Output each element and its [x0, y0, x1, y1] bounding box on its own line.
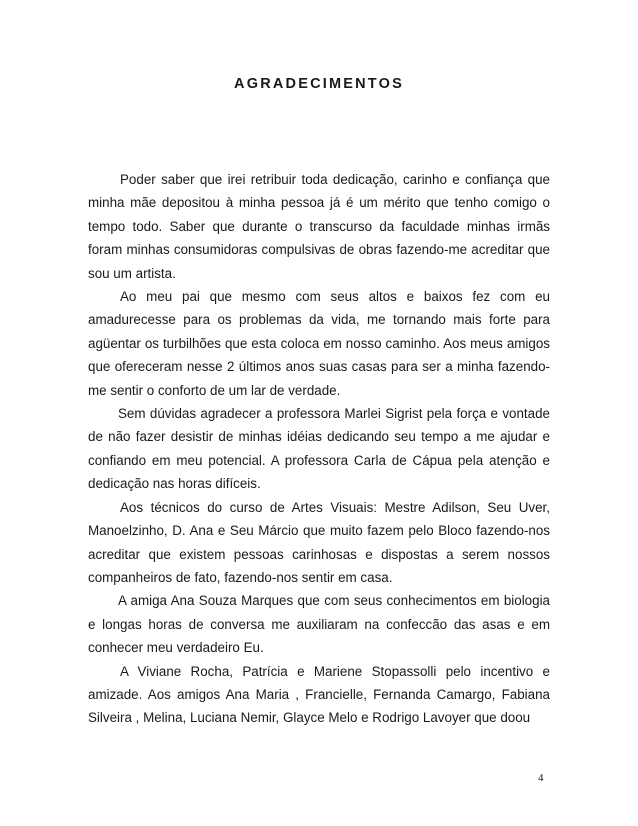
page-number: 4	[538, 772, 544, 784]
paragraph-ana-souza: A amiga Ana Souza Marques que com seus conhecimentos em biologia e longas horas de conversa me auxiliaram na confeccão das asas e em conhecer meu verdadeiro Eu.	[88, 593, 550, 656]
paragraph-friends: A Viviane Rocha, Patrícia e Mariene Stopassolli pelo incentivo e amizade. Aos amigos Ana Maria , Francielle, Fernanda Camargo, Fabiana Silveira , Melina, Luciana Nemir, Glayce Melo e Rodrigo Lavoyer que doou	[88, 663, 550, 726]
paragraph-mother-sisters: Poder saber que irei retribuir toda dedicação, carinho e confiança que minha mãe depositou à minha pessoa já é um mérito que tenho comigo o tempo todo. Saber que durante o transcurso da faculdade minhas irmãs foram minhas consumidoras compulsivas de obras fazendo-me acreditar que sou um artista.	[88, 172, 550, 281]
paragraph-father-friends: Ao meu pai que mesmo com seus altos e baixos fez com eu amadurecesse para os problemas da vida, me tornando mais forte para agüentar os turbilhões que esta coloca em nosso caminho. Aos meus amigos que ofereceram nesse 2 últimos anos suas casas para ser a minha fazendo-me sentir o conforto de um lar de verdade.	[88, 289, 550, 398]
paragraph-professors: Sem dúvidas agradecer a professora Marlei Sigrist pela força e vontade de não fazer desistir de minhas idéias dedicando seu tempo a me ajudar e confiando em meu potencial. A professora Carla de Cápua pela atenção e dedicação nas horas difíceis.	[88, 406, 550, 492]
paragraph-technicians: Aos técnicos do curso de Artes Visuais: Mestre Adilson, Seu Uver, Manoelzinho, D. Ana e Seu Márcio que muito fazem pelo Bloco fazendo-nos acreditar que existem pessoas carinhosas e dispostas a serem nossos companheiros de fato, fazendo-nos sentir em casa.	[88, 499, 550, 585]
acknowledgements-body	[88, 168, 550, 730]
page-title: AGRADECIMENTOS	[234, 76, 404, 92]
